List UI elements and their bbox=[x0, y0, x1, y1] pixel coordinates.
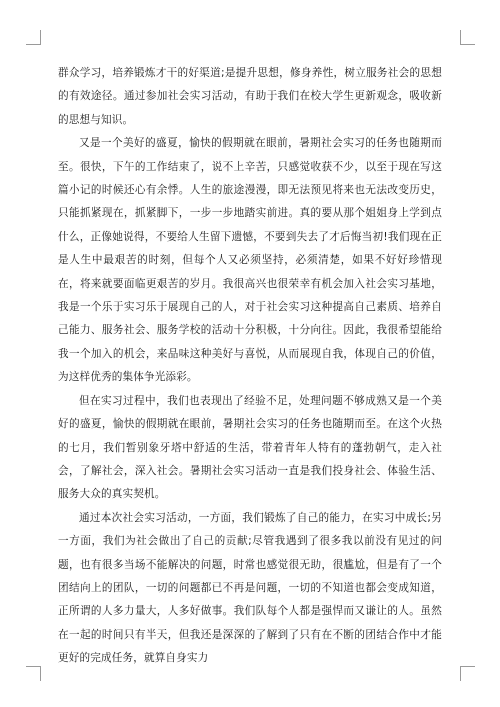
crop-mark-top-right bbox=[460, 30, 475, 45]
paragraph-3: 但在实习过程中，我们也表现出了经验不足，处理问题不够成熟又是一个美好的盛夏，愉快的假期就在眼前，暑期社会实习的任务也随期而至。在这个火热的七月，我们暂别象牙塔中舒适的生活，带着青年人特有的蓬勃朝气，走入社会，了解社会，深入社会。暑期社会实习活动一直是我们投身社会、体验生活、服务大众的真实契机。 bbox=[58, 394, 442, 501]
paragraph-4: 通过本次社会实习活动，一方面，我们锻炼了自己的能力，在实习中成长;另一方面，我们为社会做出了自己的贡献;尽管我遇到了很多我以前没有见过的问题，也有很多当场不能解决的问题，时常也感觉很无助，很尴尬，但是有了一个团结向上的团队，一切的问题都已不再是问题，一切的不知道也都会变成知道，正所谓的人多力量大，人多好做事。我们队每个人都是强悍而又谦让的人。虽然在一起的时间只有半天，但我还是深深的了解到了只有在不断的团结合作中才能更好的完成任务，就算自身实力 bbox=[58, 511, 442, 665]
paragraph-2: 又是一个美好的盛夏，愉快的假期就在眼前，暑期社会实习的任务也随期而至。很快，下午的工作结束了，说不上辛苦，只感觉收获不少，以至于现在写这篇小记的时候还心有余悸。人生的旅途漫漫，即无法预见将来也无法改变历史，只能抓紧现在，抓紧脚下，一步一步地踏实前进。真的要从那个姐姐身上学到点什么，正像她说得，不要给人生留下遗憾，不要到失去了才后悔当初!我们现在正是人生中最艰苦的时刻，但每个人又必须坚持，必须清楚，如果不好好珍惜现在，将来就要面临更艰苦的岁月。我很高兴也很荣幸有机会加入社会实习基地，我是一个乐于实习乐于展现自己的人，对于社会实习这种提高自己素质、培养自己能力、服务社会、服务学校的活动十分积极，十分向往。因此，我很希望能给我一个加入的机会，来品味这种美好与喜悦，从而展现自我，体现自己的价值，为这样优秀的集体争光添彩。 bbox=[58, 137, 442, 384]
crop-mark-bottom-right bbox=[460, 666, 475, 681]
crop-mark-bottom-left bbox=[26, 666, 41, 681]
crop-mark-top-left bbox=[26, 30, 41, 45]
document-body bbox=[58, 62, 442, 671]
paragraph-1: 群众学习，培养锻炼才干的好渠道;是提升思想，修身养性，树立服务社会的思想的有效途径。通过参加社会实习活动，有助于我们在校大学生更新观念，吸收新的思想与知识。 bbox=[58, 67, 442, 126]
